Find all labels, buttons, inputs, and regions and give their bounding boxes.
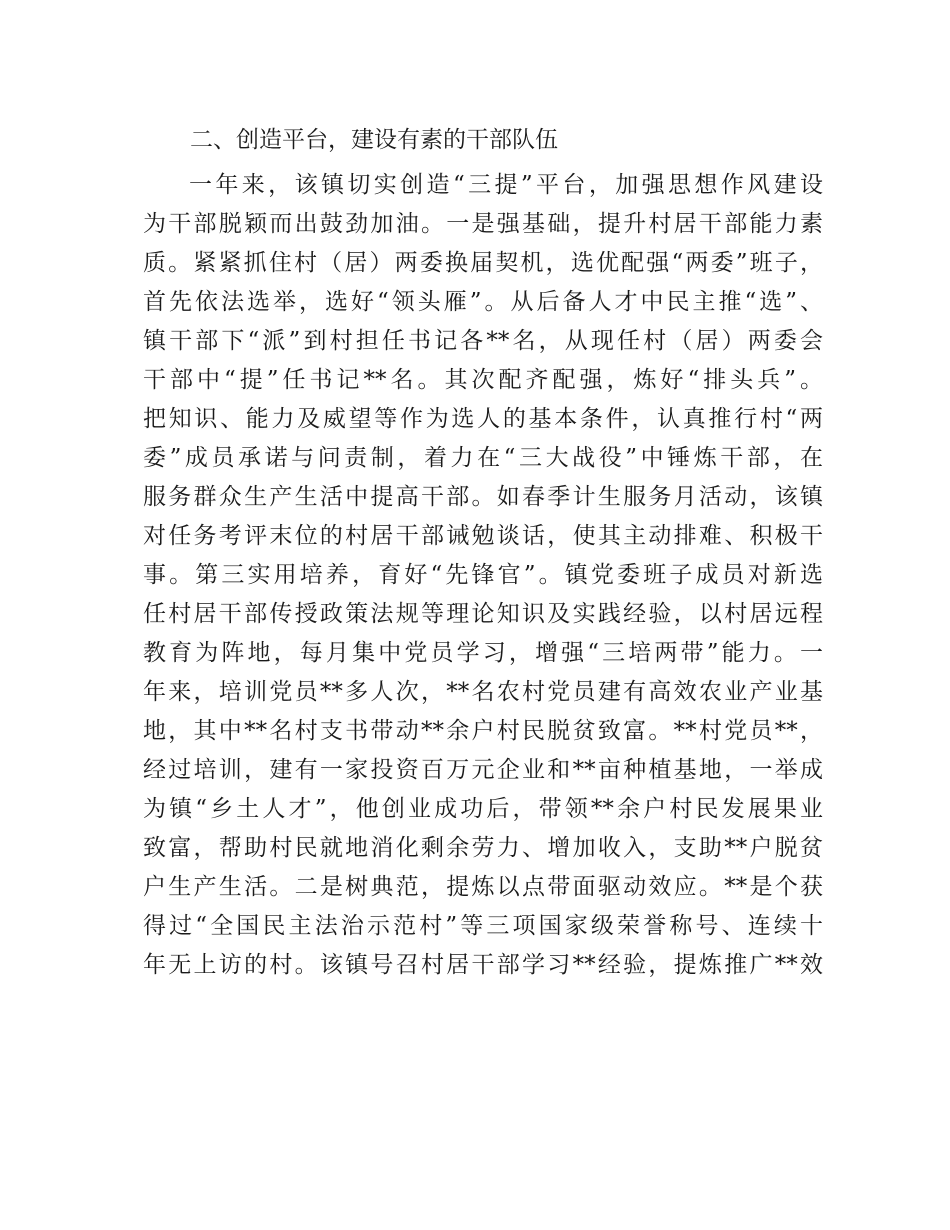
paragraph-line: 任村居干部传授政策法规等理论知识及实践经验，以村居远程 [143,601,823,627]
paragraph-line: 质。紧紧抓住村（居）两委换届契机，选优配强“两委”班子， [143,250,823,276]
body-paragraph [143,166,823,985]
paragraph-line: 年无上访的村。该镇号召村居干部学习**经验，提炼推广**效 [143,952,823,978]
paragraph-line: 经过培训，建有一家投资百万元企业和**亩种植基地，一举成 [143,757,823,783]
paragraph-line: 干部中“提”任书记**名。其次配齐配强，炼好“排头兵”。 [143,367,823,393]
paragraph-line: 为镇“乡土人才”，他创业成功后，带领**余户村民发展果业 [143,796,823,822]
paragraph-line: 镇干部下“派”到村担任书记各**名，从现任村（居）两委会 [143,328,823,354]
section-heading: 二、创造平台，建设有素的干部队伍 [190,127,558,153]
paragraph-line: 得过“全国民主法治示范村”等三项国家级荣誉称号、连续十 [143,913,823,939]
paragraph-line: 事。第三实用培养，育好“先锋官”。镇党委班子成员对新选 [143,562,823,588]
paragraph-line: 致富，帮助村民就地消化剩余劳力、增加收入，支助**户脱贫 [143,835,823,861]
paragraph-line: 年来，培训党员**多人次，**名农村党员建有高效农业产业基 [143,679,823,705]
paragraph-line: 一年来，该镇切实创造“三提”平台，加强思想作风建设 [189,172,823,198]
paragraph-line: 地，其中**名村支书带动**余户村民脱贫致富。**村党员**， [143,718,823,744]
paragraph-line: 教育为阵地，每月集中党员学习，增强“三培两带”能力。一 [143,640,823,666]
paragraph-line: 委”成员承诺与问责制，着力在“三大战役”中锤炼干部，在 [143,445,823,471]
paragraph-line: 首先依法选举，选好“领头雁”。从后备人才中民主推“选”、 [143,289,823,315]
paragraph-line: 对任务考评末位的村居干部诫勉谈话，使其主动排难、积极干 [143,523,823,549]
paragraph-line: 户生产生活。二是树典范，提炼以点带面驱动效应。**是个获 [143,874,823,900]
paragraph-line: 把知识、能力及威望等作为选人的基本条件，认真推行村“两 [143,406,823,432]
paragraph-line: 服务群众生产生活中提高干部。如春季计生服务月活动，该镇 [143,484,823,510]
paragraph-line: 为干部脱颖而出鼓劲加油。一是强基础，提升村居干部能力素 [143,211,823,237]
